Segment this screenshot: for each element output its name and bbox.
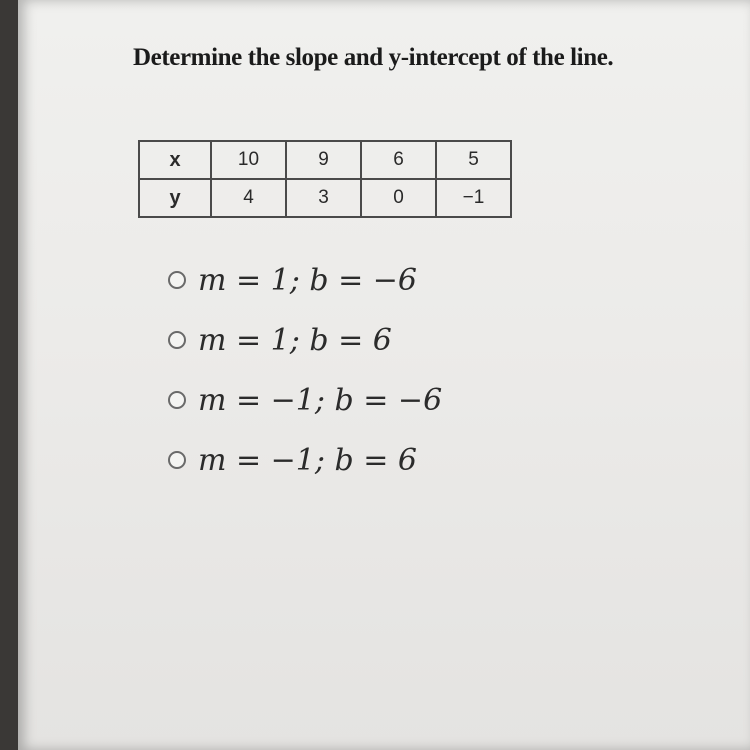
answer-label: m = −1; b = −6 [198,382,443,418]
table-cell: 9 [286,141,361,179]
answer-option-1[interactable] [168,250,442,310]
answer-choices [168,250,442,490]
screen [18,0,750,750]
table-cell: 0 [361,179,436,217]
table-row-y [139,179,511,217]
table-cell: 6 [361,141,436,179]
answer-label: m = −1; b = 6 [198,442,418,478]
radio-button[interactable] [168,271,186,289]
table-cell: 10 [211,141,286,179]
answer-option-3[interactable] [168,370,442,430]
table-cell: 3 [286,179,361,217]
radio-button[interactable] [168,331,186,349]
table-cell: −1 [436,179,511,217]
row-header-x: x [139,141,211,179]
row-header-y: y [139,179,211,217]
radio-button[interactable] [168,391,186,409]
xy-table [138,140,512,218]
table-cell: 5 [436,141,511,179]
question-text: Determine the slope and y-intercept of the line. [133,44,614,71]
radio-button[interactable] [168,451,186,469]
answer-option-4[interactable] [168,430,442,490]
answer-option-2[interactable] [168,310,442,370]
answer-label: m = 1; b = −6 [198,262,418,298]
answer-label: m = 1; b = 6 [198,322,392,358]
table-cell: 4 [211,179,286,217]
table-row-x [139,141,511,179]
